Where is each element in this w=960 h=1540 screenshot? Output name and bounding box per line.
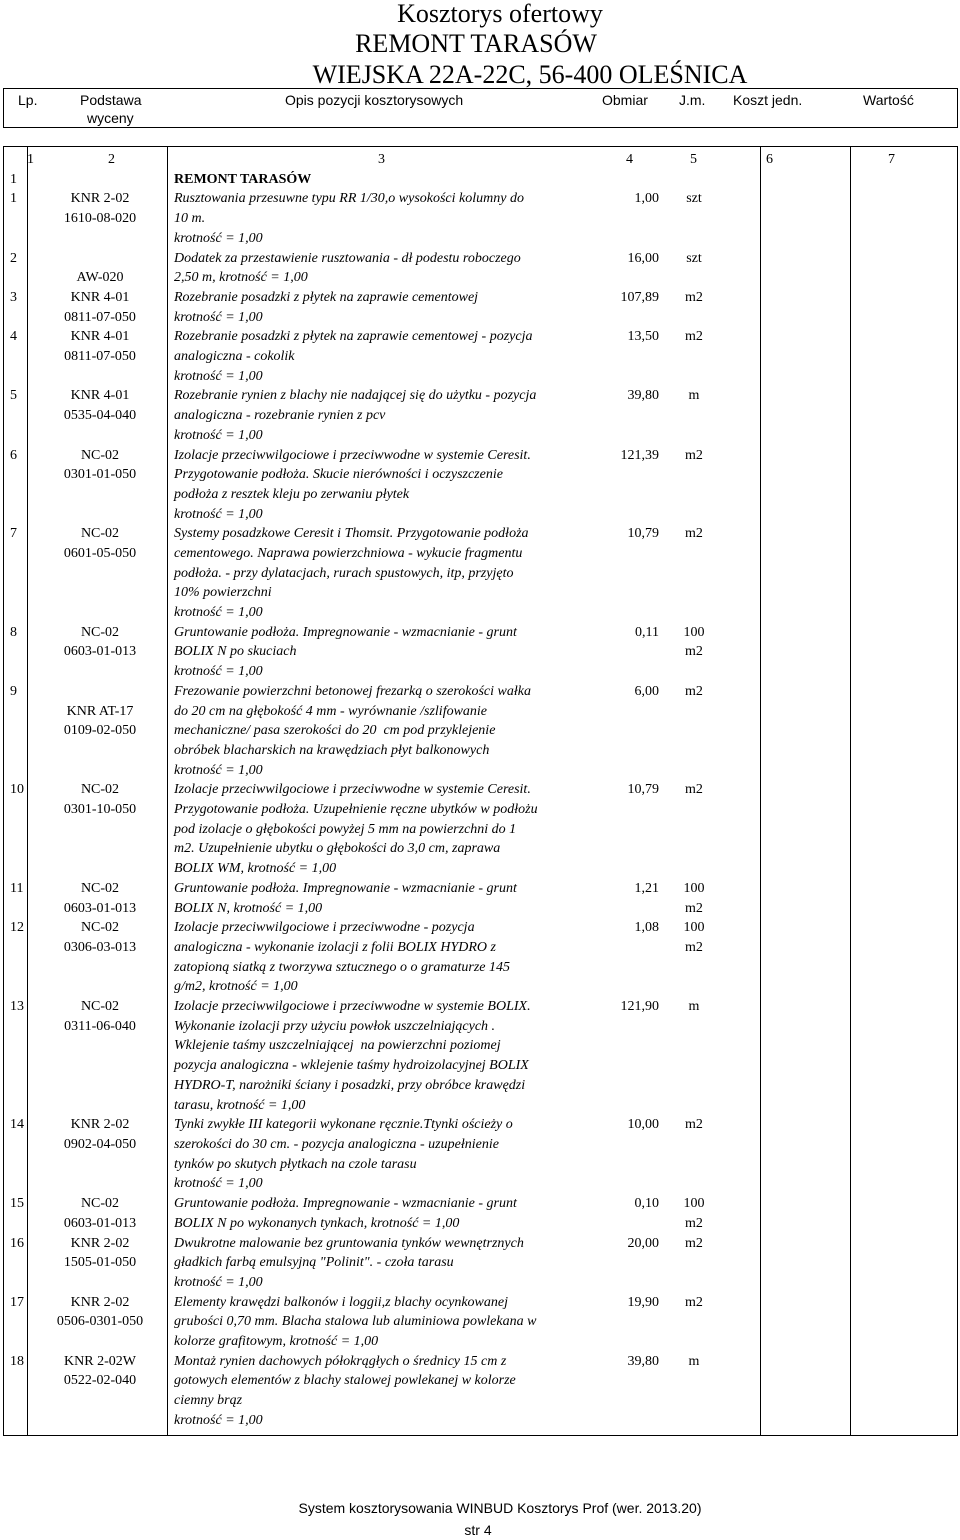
table-row [4,1352,957,1431]
row-description-line: Montaż rynien dachowych półokrągłych o średnicy 15 cm z [174,1353,507,1369]
row-description-line: BOLIX N po wykonanych tynkach, krotność = 1,00 [174,1215,460,1231]
row-description-line: krotność = 1,00 [174,368,263,384]
row-description-line: Systemy posadzkowe Ceresit i Thomsit. Przygotowanie podłoża [174,526,529,542]
row-quantity: 20,00 [627,1235,659,1251]
row-lp: 6 [10,447,17,463]
row-quantity: 107,89 [620,289,659,305]
row-description-line: Izolacje przeciwwilgociowe i przeciwwodne - pozycja [174,920,475,936]
row-description-line: pozycja analogiczna - wklejenie taśmy hydroizolacyjnej BOLIX [174,1058,529,1074]
row-basis: NC-02 [80,447,120,463]
row-lp: 9 [10,683,17,699]
row-unit: 100 [683,1196,705,1212]
row-quantity: 1,21 [634,880,659,896]
table-row [4,918,957,997]
row-unit: m2 [685,289,703,305]
column-number: 3 [378,152,385,167]
row-description-line: zatopioną siatką z tworzywa sztucznego o o gramaturze 145 [174,959,511,975]
table-row [4,682,957,781]
row-quantity: 121,90 [620,999,659,1015]
row-basis: KNR 2-02 [70,191,130,207]
row-description-line: do 20 cm na głębokość 4 mm - wyrównanie /szlifowanie [174,703,488,719]
row-unit: 100 [683,880,705,896]
row-lp: 8 [10,624,17,640]
column-number: 6 [766,152,773,167]
row-quantity: 10,79 [627,782,659,798]
row-description-line: krotność = 1,00 [174,309,263,325]
row-basis: 0535-04-040 [63,408,137,424]
row-description-line: 2,50 m, krotność = 1,00 [174,270,308,286]
row-description-line: Dodatek za przestawienie rusztowania - dł podestu roboczego [174,250,521,266]
row-quantity: 10,00 [627,1117,659,1133]
row-description-line: Wklejenie taśmy uszczelniającej na powierzchni poziomej [174,1038,501,1054]
row-basis: 0811-07-050 [64,309,136,325]
table-row [4,623,957,682]
row-lp: 17 [10,1294,24,1310]
row-lp: 15 [10,1196,24,1212]
row-unit: szt [686,191,702,207]
row-description-line: BOLIX WM, krotność = 1,00 [174,861,337,877]
row-description-line: Tynki zwykłe III kategorii wykonane ręcznie.Ttynki ościeży o [174,1117,513,1133]
title-line-3: WIEJSKA 22A-22C, 56-400 OLEŚNICA [312,60,748,89]
title-line-1: Kosztorys ofertowy [397,0,603,28]
row-description-line: Gruntowanie podłoża. Impregnowanie - wzmacnianie - grunt [174,1196,517,1212]
header-unit-cost: Koszt jedn. [733,92,803,108]
row-quantity: 19,90 [627,1294,659,1310]
row-unit: m2 [685,1215,703,1231]
footer-page-number: str 4 [464,1522,492,1538]
row-basis: NC-02 [80,920,120,936]
row-basis: 0603-01-013 [63,644,137,660]
row-lp: 11 [10,880,24,896]
row-unit: m [688,388,700,404]
row-quantity: 13,50 [627,329,659,345]
row-description-line: krotność = 1,00 [174,506,263,522]
row-description-line: tynków po skutych płytkach na czole tarasu [174,1156,417,1172]
row-basis: NC-02 [80,999,120,1015]
row-basis: NC-02 [80,782,120,798]
row-description-line: Rozebranie posadzki z płytek na zaprawie cementowej - pozycja [174,329,533,345]
row-basis: 0301-01-050 [63,467,137,483]
row-description-line: Rozebranie rynien z blachy nie nadającej się do użytku - pozycja [174,388,537,404]
column-number: 5 [690,152,697,167]
row-unit: m2 [685,329,703,345]
row-description-line: Izolacje przeciwwilgociowe i przeciwwodne w systemie Ceresit. [174,447,531,463]
row-lp: 14 [10,1117,24,1133]
row-basis: KNR 2-02 [70,1294,130,1310]
row-lp: 10 [10,782,24,798]
row-lp: 13 [10,999,24,1015]
row-lp: 18 [10,1353,24,1369]
row-description-line: krotność = 1,00 [174,605,263,621]
row-unit: m2 [685,526,703,542]
row-basis: NC-02 [80,880,120,896]
header-description: Opis pozycji kosztorysowych [285,92,464,108]
row-description-line: Wykonanie izolacji przy użyciu powłok uszczelniających . [174,1018,496,1034]
table-row [4,1293,957,1352]
row-unit: m2 [685,1117,703,1133]
row-unit: m2 [685,782,703,798]
row-description-line: cementowego. Naprawa powierzchniowa - wykucie fragmentu [174,545,523,561]
row-basis: 0601-05-050 [63,545,137,561]
table-row [4,1115,957,1194]
row-unit: m2 [685,1294,703,1310]
row-unit: 100 [683,920,705,936]
row-unit: 100 [683,624,705,640]
table-row [4,327,957,386]
row-description-line: m2. Uzupełnienie ubytku o głębokości do 3,0 cm, zaprawa [174,841,501,857]
row-unit: m2 [685,939,703,955]
row-description-line: Przygotowanie podłoża. Skucie nierówności i oczyszczenie [174,467,503,483]
row-basis: AW-020 [76,270,124,286]
row-description-line: gotowych elementów z blachy stalowej powlekanej w kolorze [174,1373,516,1389]
row-description-line: Rozebranie posadzki z płytek na zaprawie cementowej [174,289,479,305]
header-quantity: Obmiar [602,92,648,108]
table-row [4,997,957,1115]
row-basis: 0902-04-050 [63,1136,137,1152]
table-row [4,1234,957,1293]
row-lp: 2 [10,250,17,266]
row-description-line: Dwukrotne malowanie bez gruntowania tynków wewnętrznych [174,1235,524,1251]
row-description-line: mechaniczne/ pasa szerokości do 20 cm pod przyklejenie [174,723,496,739]
column-number: 4 [626,152,633,167]
row-description-line: BOLIX N, krotność = 1,00 [174,900,323,916]
row-description-line: pod izolacje o głębokości powyżej 5 mm na powierzchni do 1 [174,821,517,837]
row-unit: m2 [685,447,703,463]
row-basis: 0603-01-013 [63,900,137,916]
row-basis: KNR 2-02W [64,1353,136,1369]
row-quantity: 10,79 [627,526,659,542]
row-description-line: analogiczna - wykonanie izolacji z folii BOLIX HYDRO z [174,939,496,955]
row-basis: KNR 4-01 [70,289,130,305]
row-description-line: analogiczna - cokolik [174,348,295,364]
row-quantity: 39,80 [627,1353,659,1369]
row-description-line: ciemny brąz [174,1393,243,1409]
row-description-line: Rusztowania przesuwne typu RR 1/30,o wysokości kolumny do [174,191,524,207]
row-basis: KNR 4-01 [70,388,130,404]
row-basis: KNR 2-02 [70,1117,130,1133]
row-unit: m [688,1353,700,1369]
row-description-line: Izolacje przeciwwilgociowe i przeciwwodne w systemie BOLIX. [174,999,531,1015]
row-basis: 1610-08-020 [63,211,137,227]
table-row [4,249,957,288]
table-row [4,1194,957,1233]
row-description-line: Gruntowanie podłoża. Impregnowanie - wzmacnianie - grunt [174,624,517,640]
row-description-line: Przygotowanie podłoża. Uzupełnienie ręczne ubytków w podłożu [174,802,538,818]
row-basis: 0109-02-050 [63,723,137,739]
row-unit: m2 [685,683,703,699]
row-lp: 1 [10,191,17,207]
row-description-line: Izolacje przeciwwilgociowe i przeciwwodne w systemie Ceresit. [174,782,531,798]
row-basis: KNR 4-01 [70,329,130,345]
row-description-line: podłoża z resztek kleju po zerwaniu płytek [174,486,410,502]
table-row [4,879,957,918]
row-description-line: kolorze grafitowym, krotność = 1,00 [174,1333,379,1349]
row-description-line: HYDRO-T, narożniki ściany i posadzki, przy obróbce krawędzi [174,1077,526,1093]
row-lp: 12 [10,920,24,936]
row-quantity: 39,80 [627,388,659,404]
row-lp: 3 [10,289,17,305]
row-description-line: krotność = 1,00 [174,1412,263,1428]
row-description-line: g/m2, krotność = 1,00 [174,979,298,995]
table-row [4,189,957,248]
table-header [3,88,958,128]
row-description-line: 10% powierzchni [174,585,272,601]
row-basis: 0311-06-040 [64,1018,136,1034]
row-quantity: 1,00 [634,191,659,207]
row-unit: szt [686,250,702,266]
row-basis: 0306-03-013 [63,939,137,955]
column-number: 7 [888,152,895,167]
row-description-line: krotność = 1,00 [174,1274,263,1290]
row-description-line: analogiczna - rozebranie rynien z pcv [174,408,386,424]
table-row [4,780,957,879]
header-basis-line2: wyceny [87,110,134,126]
footer-system: System kosztorysowania WINBUD Kosztorys Prof (wer. 2013.20) [298,1500,702,1516]
row-basis: 1505-01-050 [63,1255,137,1271]
row-description-line: BOLIX N po skuciach [174,644,297,660]
row-basis: NC-02 [80,624,120,640]
header-value: Wartość [863,92,914,108]
row-basis: 0603-01-013 [63,1215,137,1231]
row-description-line: grubości 0,70 mm. Blacha stalowa lub aluminiowa powlekana w [174,1314,537,1330]
row-description-line: krotność = 1,00 [174,1176,263,1192]
row-unit: m [688,999,700,1015]
row-basis: 0522-02-040 [63,1373,137,1389]
row-description-line: Elementy krawędzi balkonów i loggii,z blachy ocynkowanej [174,1294,508,1310]
row-basis: NC-02 [80,526,120,542]
row-description-line: obróbek blacharskich na krawędziach płyt balkonowych [174,742,490,758]
row-basis: 0506-0301-050 [56,1314,144,1330]
row-basis: KNR 2-02 [70,1235,130,1251]
header-lp: Lp. [18,92,38,108]
column-number: 2 [108,152,115,167]
row-basis: NC-02 [80,1196,120,1212]
row-description-line: Gruntowanie podłoża. Impregnowanie - wzmacnianie - grunt [174,880,517,896]
row-basis: 0811-07-050 [64,348,136,364]
table-row [4,524,957,623]
row-basis: KNR AT-17 [66,703,134,719]
header-basis-line1: Podstawa [80,92,142,108]
row-lp: 16 [10,1235,24,1251]
row-unit: m2 [685,1235,703,1251]
row-description-line: krotność = 1,00 [174,762,263,778]
row-description-line: szerokości do 30 cm. - pozycja analogiczna - uzupełnienie [174,1136,499,1152]
row-description-line: tarasu, krotność = 1,00 [174,1097,306,1113]
row-quantity: 16,00 [627,250,659,266]
column-number: 1 [27,152,34,167]
row-description-line: krotność = 1,00 [174,664,263,680]
section-number: 1 [10,171,17,187]
row-unit: m2 [685,900,703,916]
row-description-line: Frezowanie powierzchni betonowej frezarką o szerokości wałka [174,683,531,699]
title-line-2: REMONT TARASÓW [355,29,597,58]
table-row [4,446,957,525]
row-quantity: 1,08 [634,920,659,936]
row-basis: 0301-10-050 [63,802,137,818]
section-title: REMONT TARASÓW [174,171,312,187]
row-description-line: podłoża. - przy dylatacjach, rurach spustowych, itp, przyjęto [174,565,514,581]
table-row [4,386,957,445]
row-quantity: 121,39 [620,447,659,463]
row-description-line: krotność = 1,00 [174,230,263,246]
row-quantity: 6,00 [634,683,659,699]
table-row [4,288,957,327]
row-description-line: 10 m. [174,211,206,227]
header-unit: J.m. [679,92,706,108]
cost-table [3,146,958,1436]
row-unit: m2 [685,644,703,660]
row-description-line: gładkich farbą emulsyjną "Polinit". - czoła tarasu [174,1255,454,1271]
row-lp: 4 [10,329,17,345]
row-quantity: 0,11 [635,624,659,640]
row-description-line: krotność = 1,00 [174,427,263,443]
row-lp: 7 [10,526,17,542]
row-quantity: 0,10 [634,1196,659,1212]
row-lp: 5 [10,388,17,404]
